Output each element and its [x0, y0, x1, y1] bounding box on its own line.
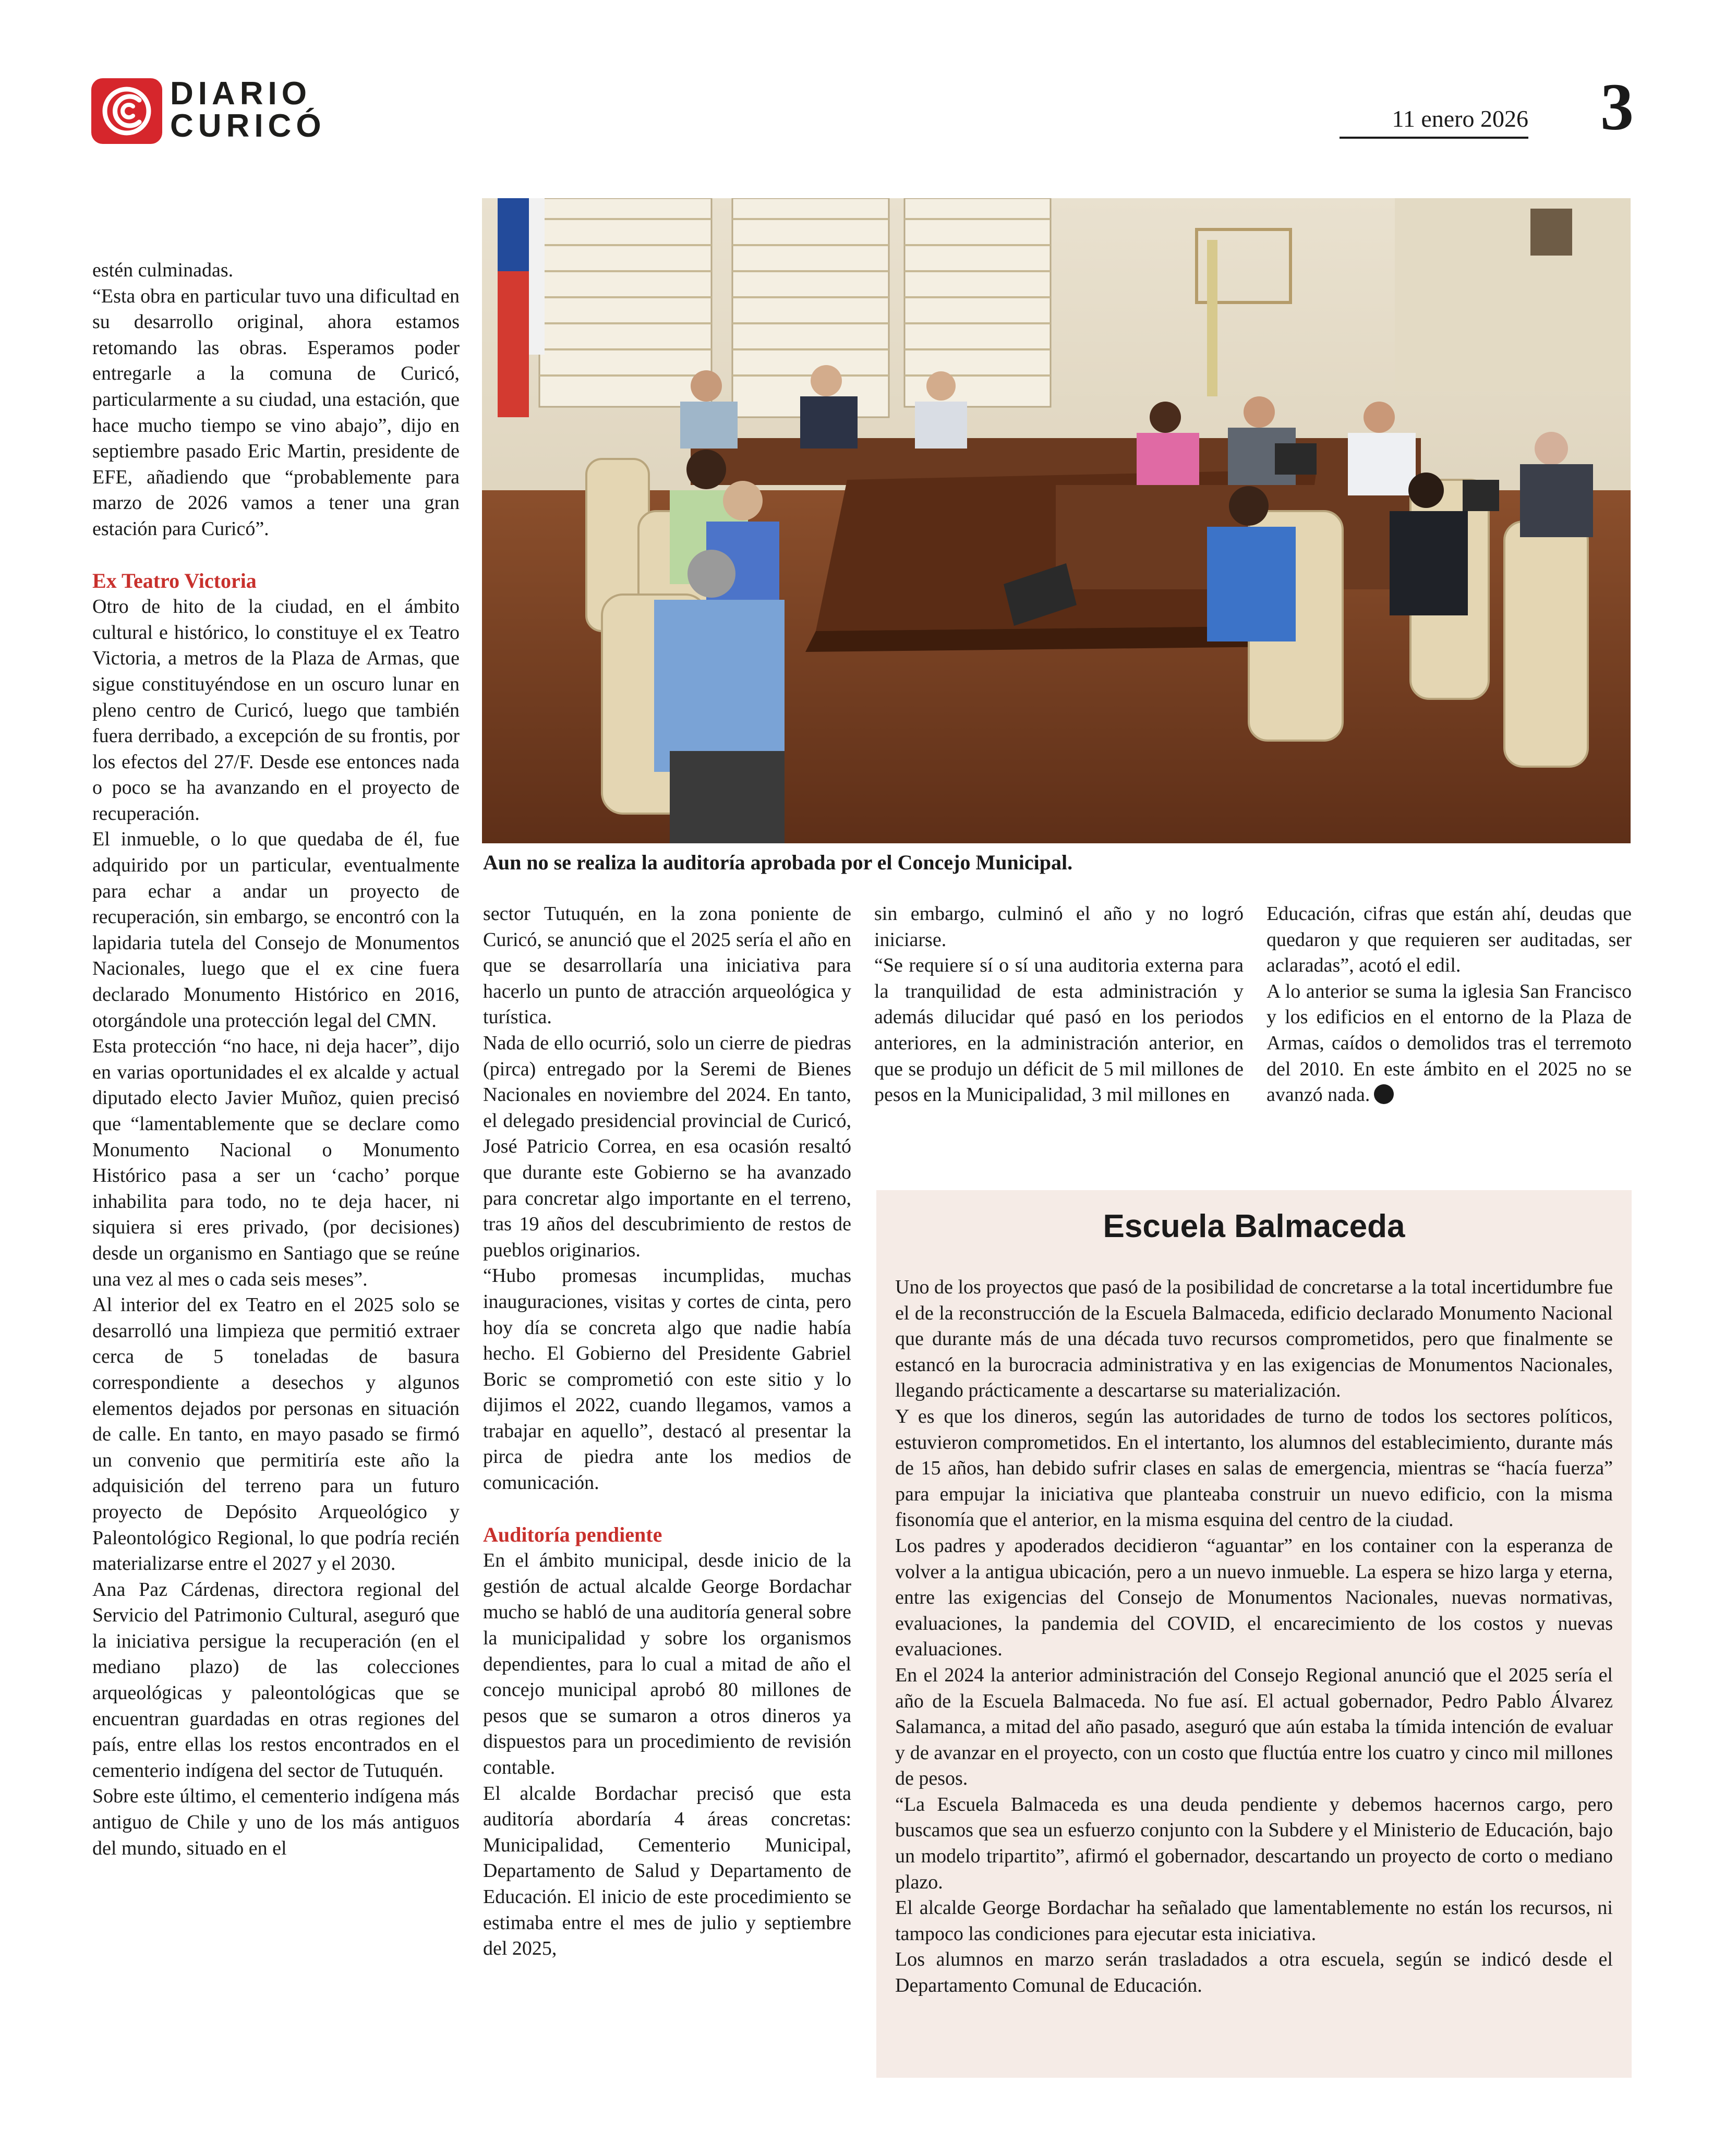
- paragraph-final: [1266, 979, 1632, 1108]
- paragraph: Al interior del ex Teatro en el 2025 solo se desarrolló una limpieza que permitió extraer cerca de 5 toneladas de basura correspondiente a desechos y algunos elementos dejados por personas en situación de calle. En tanto, en mayo pasado se firmó un convenio que permitiría este año la adquisición del terreno para un futuro proyecto de Depósito Arqueológico y Paleontológico Regional, lo que podría recién materializarse entre el 2027 y el 2030.: [92, 1294, 460, 1575]
- paragraph: Uno de los proyectos que pasó de la posibilidad de concretarse a la total incertidumbre fue el de la reconstrucción de la Escuela Balmaceda, edificio declarado Monumento Nacional que durante más de una década tuvo recursos comprometidos, pero que finalmente se estancó en la burocracia administrativa y en las exigencias de Monumentos Nacionales, llegando prácticamente a descartarse su materialización.: [895, 1276, 1613, 1402]
- paragraph: En el 2024 la anterior administración del Consejo Regional anunció que el 2025 sería el año de la Escuela Balmaceda. No fue así. El actual gobernador, Pedro Pablo Álvarez Salamanca, a mitad del año pasado, aseguró que aún estaba la tímida intención de evaluar y de avanzar en el proyecto, con un costo que fluctúa entre los cuatro y cinco mil millones de pesos.: [895, 1664, 1613, 1790]
- logo-mark: [91, 78, 162, 144]
- photo-caption: Aun no se realiza la auditoría aprobada por el Concejo Municipal.: [483, 851, 1073, 874]
- paragraph: Educación, cifras que están ahí, deudas que quedaron y que requieren ser auditadas, ser aclaradas”, acotó el edil.: [1266, 903, 1632, 977]
- spacer: [92, 542, 460, 568]
- paragraph: “Hubo promesas incumplidas, muchas inauguraciones, visitas y cortes de cinta, pero hoy día se concreta algo que nadie había hecho. El Gobierno del Presidente Gabriel Boric se comprometió con este sitio y lo dijimos el 2022, cuando llegamos, vamos a trabajar en aquello”, destacó al presentar la pirca de piedra ante los medios de comunicación.: [483, 1265, 851, 1494]
- article-column-3: [874, 901, 1244, 1108]
- paragraph: “Se requiere sí o sí una auditoria externa para la tranquilidad de esta administración y además dilucidar qué pasó en los periodos anteriores, en la administración anterior, en que se produjo un déficit de 5 mil millones de pesos en la Municipalidad, 3 mil millones en: [874, 954, 1244, 1106]
- spacer: [483, 1496, 851, 1522]
- sidebar-body: [895, 1275, 1613, 1999]
- paragraph: El alcalde George Bordachar ha señalado que lamentablemente no están los recursos, ni tampoco las condiciones para ejecutar esta iniciativa.: [895, 1897, 1613, 1945]
- paragraph: Esta protección “no hace, ni deja hacer”, dijo en varias oportunidades el ex alcalde y actual diputado electo Javier Muñoz, quien precisó que “lamentablemente que se declare como Monumento Nacional o Monumento Histórico pasa a ser un ‘cacho’ porque inhabilita para todo, no te deja hacer, ni siquiera si eres privado, (por decisiones) desde un organismo en Santiago que se reúne una vez al mes o cada seis meses”.: [92, 1035, 460, 1290]
- paragraph: “La Escuela Balmaceda es una deuda pendiente y debemos hacernos cargo, pero buscamos que sea un esfuerzo conjunto con la Subdere y el Ministerio de Educación, bajo un modelo tripartito”, afirmó el gobernador, descartando un proyecto de corto o mediano plazo.: [895, 1793, 1613, 1893]
- paragraph: Otro de hito de la ciudad, en el ámbito cultural e histórico, lo constituye el ex Teatro Victoria, a metros de la Plaza de Armas, que sigue constituyéndose en un oscuro lunar en pleno centro de Curicó, luego que también fuera derribado, a excepción de su frontis, por los efectos del 27/F. Desde ese entonces nada o poco se ha avanzando en el proyecto de recuperación.: [92, 596, 460, 825]
- subheading-ex-teatro-victoria: Ex Teatro Victoria: [92, 569, 257, 593]
- paragraph: “Esta obra en particular tuvo una dificultad en su desarrollo original, ahora estamos retomando las obras. Esperamos poder entregarle a la comuna de Curicó, particularmente a su ciudad, una estación, que hace mucho tiempo se vino abajo”, dijo en septiembre pasado Eric Martin, presidente de EFE, añadiendo que “probablemente para marzo de 2026 vamos a tener una gran estación para Curicó”.: [92, 285, 460, 540]
- paragraph: El alcalde Bordachar precisó que esta auditoría abordaría 4 áreas concretas: Municipalidad, Cementerio Municipal, Departamento de Salud y Departamento de Educación. El inicio de este procedimiento se estimaba entre el mes de julio y septiembre del 2025,: [483, 1782, 851, 1960]
- end-of-article-icon: [1374, 1084, 1394, 1104]
- brand-name: [170, 78, 337, 143]
- paragraph: sector Tutuquén, en la zona poniente de Curicó, se anunció que el 2025 sería el año en que se desarrollaría una iniciativa para hacerlo un punto de atracción arqueológica y turística.: [483, 903, 851, 1028]
- paragraph: Ana Paz Cárdenas, directora regional del Servicio del Patrimonio Cultural, aseguró que la iniciativa persigue la recuperación (en el mediano plazo) de las colecciones arqueológicas y paleontológicas que se encuentran guardadas en otras regiones del país, entre ellas los restos encontrados en el cementerio indígena del sector de Tutuquén.: [92, 1578, 460, 1782]
- subheading-auditoria-pendiente: Auditoría pendiente: [483, 1523, 662, 1547]
- paragraph: sin embargo, culminó el año y no logró iniciarse.: [874, 903, 1244, 951]
- brand-line-2: CURICÓ: [170, 108, 326, 144]
- paragraph: Y es que los dineros, según las autoridades de turno de todos los sectores políticos, estuvieron comprometidos. En el intertanto, los alumnos del establecimiento, durante más de 15 años, han debido sufrir clases en salas de emergencia, mientras se “hacía fuerza” para empujar la iniciativa que planteaba construir un nuevo edificio, con la misma fisonomía que el anterior, en la misma esquina del centro de la ciudad.: [895, 1405, 1613, 1531]
- issue-date: 11 enero 2026: [1340, 104, 1528, 139]
- page-number: 3: [1600, 70, 1634, 144]
- article-column-4: [1266, 901, 1632, 1108]
- sidebar-title: Escuela Balmaceda: [1103, 1208, 1405, 1244]
- paragraph: Los alumnos en marzo serán trasladados a otra escuela, según se indicó desde el Departamento Comunal de Educación.: [895, 1948, 1613, 1997]
- brand-line-1: DIARIO: [170, 76, 311, 112]
- paragraph-text: A lo anterior se suma la iglesia San Francisco y los edificios en el entorno de la Plaza de Armas, caídos o demolidos tras el terremoto del 2010. En este ámbito en el 2025 no se avanzó nada.: [1266, 980, 1632, 1106]
- paragraph: estén culminadas.: [92, 259, 234, 281]
- paragraph: Nada de ello ocurrió, solo un cierre de piedras (pirca) entregado por la Seremi de Bienes Nacionales en noviembre del 2024. En tanto, el delegado presidencial provincial de Curicó, José Patricio Correa, en esa ocasión resaltó que durante este Gobierno se ha avanzado para concretar algo importante en el terreno, tras 19 años del descubrimiento de restos de pueblos originarios.: [483, 1032, 851, 1261]
- article-column-1: [92, 258, 460, 1861]
- paragraph: En el ámbito municipal, desde inicio de la gestión de actual alcalde George Bordachar mucho se habló de una auditoría general sobre la municipalidad y sobre los organismos dependientes, para lo cual a mitad de año el concejo municipal aprobó 80 millones de pesos que se sumaron a otros dineros ya dispuestos para un procedimiento de revisión contable.: [483, 1549, 851, 1778]
- paragraph: Sobre este último, el cementerio indígena más antiguo de Chile y uno de los más antiguos del mundo, situado en el: [92, 1785, 460, 1859]
- article-column-2: [483, 901, 851, 1962]
- paragraph: El inmueble, o lo que quedaba de él, fue adquirido por un particular, eventualmente para echar a andar un proyecto de recuperación, sin embargo, se encontró con la lapidaria tutela del Consejo de Monumentos Nacionales, luego que el ex cine fuera declarado Monumento Histórico en 2016, otorgándole una protección legal del CMN.: [92, 828, 460, 1032]
- meeting-photo: [482, 198, 1631, 843]
- paragraph: Los padres y apoderados decidieron “aguantar” en los container con la esperanza de volver a la antigua ubicación, pero a un nuevo inmueble. La espera se hizo larga y eterna, entre las exigencias del Consejo de Monumentos Nacionales, nuevas normativas, evaluaciones, la pandemia del COVID, el encarecimiento de los costos y nuevas evaluaciones.: [895, 1534, 1613, 1661]
